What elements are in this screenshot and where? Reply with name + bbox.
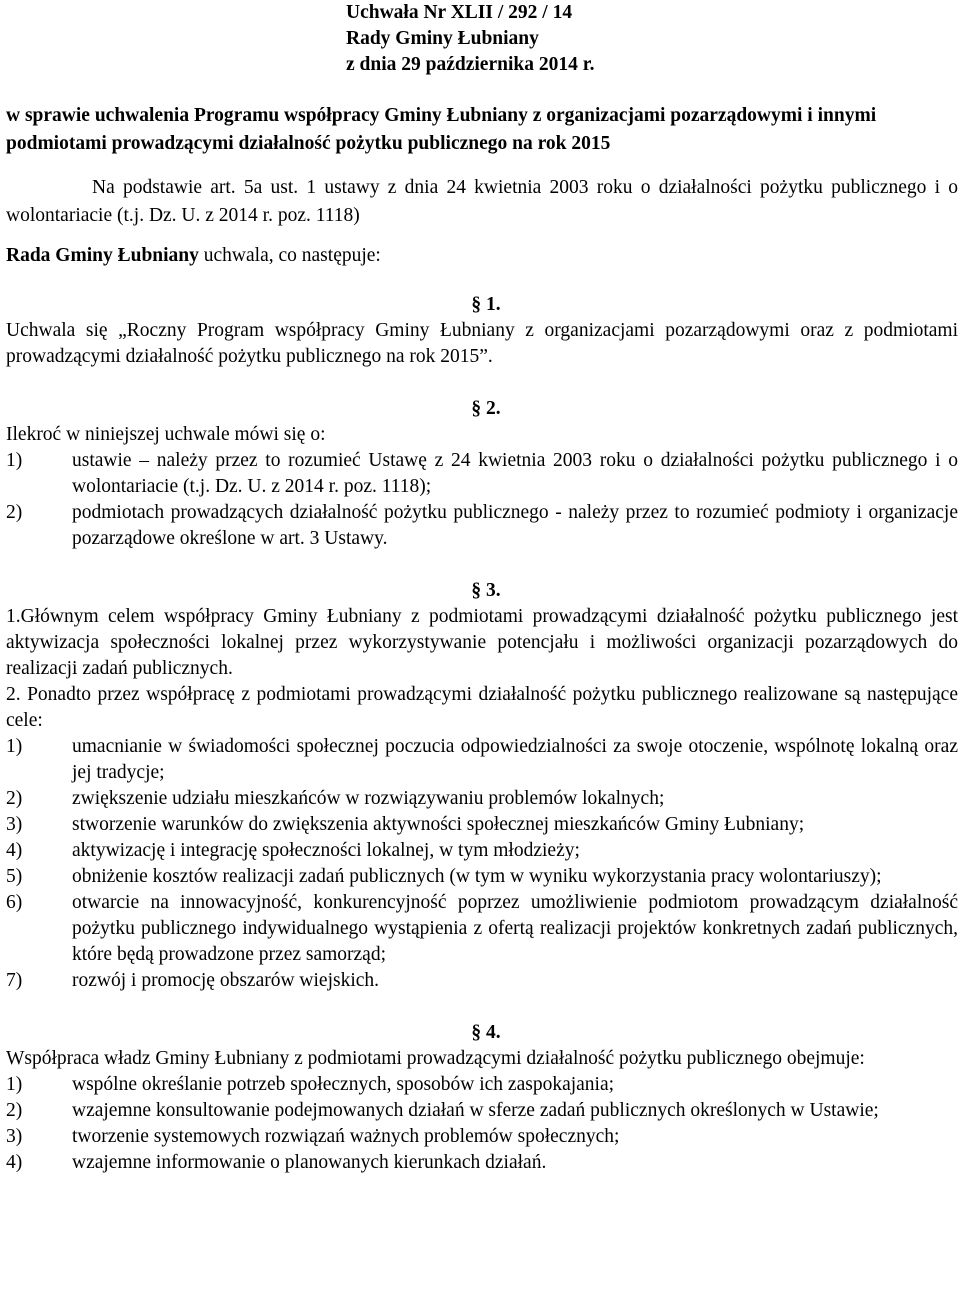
list-item [6,1098,958,1124]
list-item-text: wzajemne konsultowanie podejmowanych działań w sferze zadań publicznych określonych w Ustawie; [72,1100,879,1121]
list-item-text: stworzenie warunków do zwiększenia aktywności społecznej mieszkańców Gminy Łubniany; [72,814,805,835]
resolves-line [6,242,958,270]
list-item-text: rozwój i promocję obszarów wiejskich. [72,970,380,991]
section-4-list [6,1072,958,1176]
list-item [6,500,958,552]
list-item [6,838,958,864]
section-3-point-2: 2. Ponadto przez współpracę z podmiotami prowadzącymi działalność pożytku publicznego realizowane są następujące cele: [6,684,958,731]
list-item [6,968,958,994]
list-item [6,448,958,500]
list-item-text: wzajemne informowanie o planowanych kierunkach działań. [72,1152,547,1173]
section-3-list [6,734,958,994]
document-page [6,0,958,1176]
list-item-number: 4) [6,840,23,861]
legal-basis: Na podstawie art. 5a ust. 1 ustawy z dnia 24 kwietnia 2003 roku o działalności pożytku publicznego i o wolontariacie (t.j. Dz. U. z 2014 r. poz. 1118) [6,177,958,226]
section-2-intro: Ilekroć w niniejszej uchwale mówi się o: [6,424,326,445]
section-2-heading: § 2. [471,398,501,419]
list-item-text: podmiotach prowadzących działalność pożytku publicznego - należy przez to rozumieć podmioty i organizacje pozarządowe określone w art. 3 Ustawy. [72,502,958,549]
list-item-text: zwiększenie udziału mieszkańców w rozwiązywaniu problemów lokalnych; [72,788,665,809]
section-sign-icon: § [471,398,482,419]
resolution-number: Uchwała Nr XLII / 292 / 14 [346,2,573,23]
list-item [6,734,958,786]
list-item-number: 6) [6,892,23,913]
section-sign-icon: § [471,580,482,601]
section-2-list [6,448,958,552]
section-1-heading: § 1. [471,294,501,315]
list-item [6,1124,958,1150]
list-item-number: 7) [6,970,23,991]
list-item-number: 3) [6,1126,23,1147]
list-item-text: otwarcie na innowacyjność, konkurencyjność poprzez umożliwienie podmiotom prowadzącym działalność pożytku publicznego indywidualnego wystąpienia z ofertą realizacji projektów konkretnych zadań publicznych, które będą prowadzone przez samorząd; [72,892,958,965]
section-4-intro: Współpraca władz Gminy Łubniany z podmiotami prowadzącymi działalność pożytku publicznego obejmuje: [6,1048,865,1069]
list-item-text: wspólne określanie potrzeb społecznych, sposobów ich zaspokajania; [72,1074,615,1095]
section-1-text: Uchwala się „Roczny Program współpracy Gminy Łubniany z organizacjami pozarządowymi oraz z podmiotami prowadzącymi działalność pożytku publicznego na rok 2015”. [6,320,958,367]
list-item-text: umacnianie w świadomości społecznej poczucia odpowiedzialności za swoje otoczenie, wspólnotę lokalną oraz jej tradycje; [72,736,958,783]
resolution-subject: w sprawie uchwalenia Programu współpracy Gminy Łubniany z organizacjami pozarządowymi i innymi podmiotami prowadzącymi działalność pożytku publicznego na rok 2015 [6,105,877,154]
list-item-number: 3) [6,814,23,835]
list-item [6,890,958,968]
list-item-number: 2) [6,1100,23,1121]
list-item-text: ustawie – należy przez to rozumieć Ustawę z 24 kwietnia 2003 roku o działalności pożytku publicznego i o wolontariacie (t.j. Dz. U. z 2014 r. poz. 1118); [72,450,958,497]
council-name: Rady Gminy Łubniany [346,28,539,49]
list-item [6,786,958,812]
list-item [6,812,958,838]
list-item [6,1150,958,1176]
resolution-date: z dnia 29 października 2014 r. [346,54,595,75]
list-item-text: tworzenie systemowych rozwiązań ważnych problemów społecznych; [72,1126,620,1147]
list-item-text: aktywizację i integrację społeczności lokalnej, w tym młodzieży; [72,840,580,861]
list-item-number: 4) [6,1152,23,1173]
list-item [6,1072,958,1098]
list-item-number: 1) [6,1074,23,1095]
section-4-heading: § 4. [471,1022,501,1043]
list-item-text: obniżenie kosztów realizacji zadań publicznych (w tym w wyniku wykorzystania pracy wolontariuszy); [72,866,882,887]
resolution-header [6,0,958,78]
list-item [6,864,958,890]
list-item-number: 1) [6,450,23,471]
section-3-point-1: 1.Głównym celem współpracy Gminy Łubniany z podmiotami prowadzącymi działalność pożytku publicznego jest aktywizacja społeczności lokalnej przez wykorzystywanie potencjału i możliwości organizacji pozarządowych do realizacji zadań publicznych. [6,606,958,679]
list-item-number: 1) [6,736,23,757]
resolves-rest: uchwala, co następuje: [198,245,381,266]
list-item-number: 2) [6,502,23,523]
section-sign-icon: § [471,294,482,315]
resolves-council: Rada Gminy Łubniany [6,245,199,266]
section-sign-icon: § [471,1022,482,1043]
list-item-number: 5) [6,866,23,887]
list-item-number: 2) [6,788,23,809]
section-3-heading: § 3. [471,580,501,601]
